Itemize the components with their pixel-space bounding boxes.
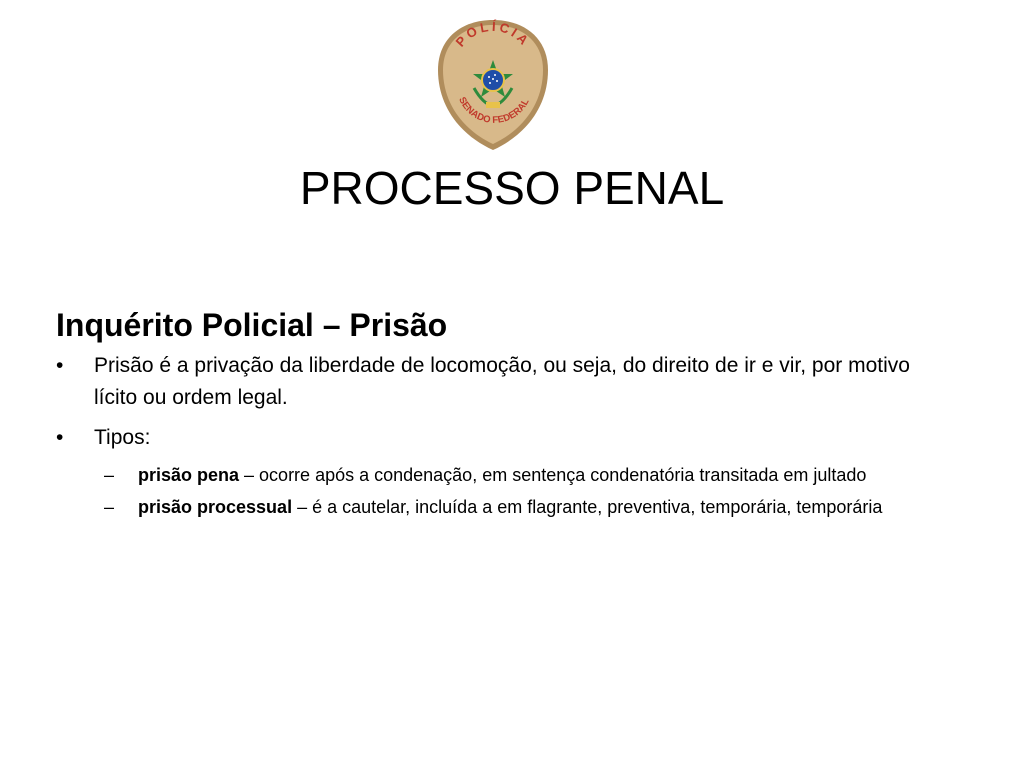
sub-bullet-term: prisão processual xyxy=(138,497,293,517)
bullet-item xyxy=(56,350,956,414)
police-badge-icon xyxy=(436,18,550,152)
sub-bullet-text: – é a cautelar, incluída a em flagrante, preventiva, temporária, temporária xyxy=(292,497,883,517)
badge-top-text: POLÍCIA xyxy=(452,18,534,50)
sub-bullet-text: – ocorre após a condenação, em sentença condenatória transitada em jultado xyxy=(239,465,867,485)
page-title: PROCESSO PENAL xyxy=(299,162,725,214)
bullet-text: Prisão é a privação da liberdade de locomoção, ou seja, do direito de ir e vir, por motivo lícito ou ordem legal. xyxy=(94,354,910,409)
badge-bottom-text: SENADO FEDERAL xyxy=(456,95,532,126)
sub-bullet-marker: – xyxy=(104,497,115,517)
section-heading: Inquérito Policial – Prisão xyxy=(56,307,448,343)
sword-hilt-icon xyxy=(486,102,500,108)
bullet-text: Tipos: xyxy=(94,426,151,449)
bullet-item xyxy=(56,422,956,454)
sub-bullet-marker: – xyxy=(104,465,115,485)
sub-bullet-item xyxy=(56,462,956,488)
bullet-marker: • xyxy=(56,426,64,449)
slide-content xyxy=(56,300,956,526)
sub-bullet-item xyxy=(56,494,956,520)
bullet-marker: • xyxy=(56,354,64,377)
sub-bullet-term: prisão pena xyxy=(138,465,240,485)
